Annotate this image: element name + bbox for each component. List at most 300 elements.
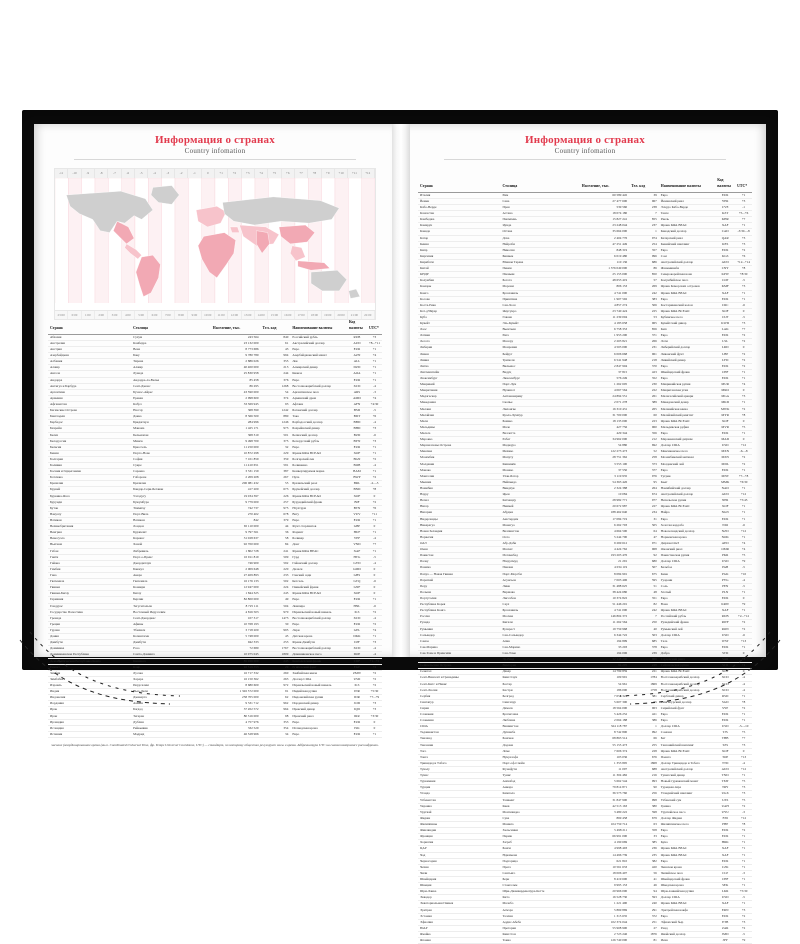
cell-code: BND xyxy=(347,487,367,493)
cell-capital: Копенгаген xyxy=(131,634,211,640)
cell-curr: Евро xyxy=(659,718,715,724)
cell-pop: 6 344 722 xyxy=(580,632,629,638)
cell-code: TZS xyxy=(715,742,735,748)
col-country: Страна xyxy=(48,320,131,334)
cell-code: EUR xyxy=(715,858,735,864)
cell-pop: 324 118 787 xyxy=(580,724,629,730)
cell-capital: Либревиль xyxy=(131,548,211,554)
cell-capital: Габороне xyxy=(131,475,211,481)
cell-country: Науру xyxy=(418,492,500,498)
cell-curr: Израильский новый шекель xyxy=(290,682,347,688)
cell-pop: 188 462 640 xyxy=(580,510,629,516)
cell-code: MWK xyxy=(715,406,735,412)
cell-tel: 253 xyxy=(261,640,291,646)
cell-tel: 352 xyxy=(629,376,659,382)
cell-utc: +3 xyxy=(735,791,752,797)
cell-curr: Евро xyxy=(290,597,347,603)
cell-country: Венесуэла xyxy=(48,536,131,542)
timezone-label: +12 xyxy=(362,169,375,178)
cell-code: XOF xyxy=(347,493,367,499)
cell-pop: 2 209 208 xyxy=(211,475,261,481)
cell-curr: Кенийский шиллинг xyxy=(659,241,715,247)
cell-tel: 679 xyxy=(629,815,659,821)
cell-code: CAD xyxy=(715,229,735,235)
cell-capital: Любляна xyxy=(500,718,579,724)
cell-tel: 960 xyxy=(629,424,659,430)
cell-tel: 976 xyxy=(629,473,659,479)
cell-country: Малайзия xyxy=(418,412,500,418)
cell-utc: -5 xyxy=(735,583,752,589)
cell-country: Камбоджа xyxy=(418,217,500,223)
cell-utc: +9 xyxy=(735,559,752,565)
cell-country: Руанда xyxy=(418,620,500,626)
cell-code: XOF xyxy=(715,418,735,424)
cell-capital: Валлетта xyxy=(500,431,579,437)
cell-country: Намибия xyxy=(418,486,500,492)
cell-pop: 20 672 987 xyxy=(580,504,629,510)
cell-country: Мексика xyxy=(418,449,500,455)
cell-pop: 17 084 719 xyxy=(580,516,629,522)
decorative-arcs xyxy=(0,630,800,710)
cell-tel: 595 xyxy=(629,577,659,583)
cell-pop: 3 553 100 xyxy=(580,461,629,467)
cell-tel: 1473 xyxy=(261,615,291,621)
cell-pop: 8 742 800 xyxy=(580,730,629,736)
cell-tel: 86 xyxy=(629,266,659,272)
cell-country: Непал xyxy=(418,498,500,504)
cell-code: USD xyxy=(715,724,735,730)
page-title-ru-right: Информация о странах xyxy=(525,134,645,146)
cell-capital: Ханой xyxy=(131,542,211,548)
cell-capital: Сува xyxy=(500,815,579,821)
cell-utc: -5...-10 xyxy=(735,724,752,730)
cell-utc: +1 xyxy=(367,469,382,475)
cell-curr: Молдавский лей xyxy=(659,461,715,467)
cell-code: RUB xyxy=(715,614,735,620)
cell-tel: 98 xyxy=(261,713,291,719)
cell-country: Катар xyxy=(418,235,500,241)
cell-code: OMR xyxy=(715,547,735,553)
cell-country: Россия xyxy=(418,614,500,620)
cell-code: HTG xyxy=(347,554,367,560)
cell-utc: +12 xyxy=(735,528,752,534)
cell-country: Доминика xyxy=(48,646,131,652)
cell-curr: Евро xyxy=(659,644,715,650)
cell-utc: 0 xyxy=(367,585,382,591)
cell-pop: 4 664 500 xyxy=(580,528,629,534)
cell-curr: Сейшельская рупия xyxy=(659,663,715,669)
cell-capital: Тбилиси xyxy=(131,628,211,634)
cell-country: Австрия xyxy=(48,346,131,352)
cell-code: RON xyxy=(715,626,735,632)
cell-pop: 6 758 353 xyxy=(580,327,629,333)
cell-pop: 23 132 000 xyxy=(211,340,261,346)
cell-code: JMD xyxy=(715,931,735,937)
cell-country: Филиппины xyxy=(418,822,500,828)
cell-curr: Восточнокарибский доллар xyxy=(659,675,715,681)
cell-utc: +2 xyxy=(735,626,752,632)
cell-country: Сальвадор xyxy=(418,632,500,638)
cell-tel: 64 xyxy=(629,528,659,534)
cell-pop: 1 326 572 000 xyxy=(211,689,261,695)
cell-pop: 79 814 871 xyxy=(580,785,629,791)
cell-tel: 41 xyxy=(629,877,659,883)
cell-code: CNY xyxy=(715,266,735,272)
cell-tel: 52 xyxy=(629,449,659,455)
cell-tel: 680 xyxy=(629,559,659,565)
timezone-label: +9 xyxy=(322,169,335,178)
cell-utc: +13 xyxy=(735,638,752,644)
cell-capital: Банги xyxy=(500,846,579,852)
cell-capital: Сан-Томе xyxy=(500,650,579,656)
cell-pop: 25 830 958 xyxy=(211,371,261,377)
cell-utc: -6 xyxy=(367,603,382,609)
cell-country: Гайана xyxy=(48,560,131,566)
cell-code: NZD xyxy=(715,528,735,534)
cell-pop: 4 857 274 xyxy=(580,302,629,308)
cell-country: Джибути xyxy=(48,640,131,646)
cell-tel: 239 xyxy=(629,650,659,656)
cell-capital: Скопье xyxy=(500,400,579,406)
cell-code: XAF xyxy=(347,548,367,554)
cell-pop: 1 262 605 xyxy=(580,382,629,388)
cell-capital: Джибути xyxy=(131,640,211,646)
cell-pop: 8 084 991 xyxy=(580,571,629,577)
cell-tel: 972 xyxy=(261,682,291,688)
cell-utc: -4 xyxy=(735,760,752,766)
cell-pop: 11 262 564 xyxy=(580,620,629,626)
cell-tel: 688 xyxy=(629,767,659,773)
cell-capital: Порто-Ново xyxy=(131,450,211,456)
cell-capital: Нукуалофа xyxy=(500,754,579,760)
cell-utc: +3 xyxy=(735,235,752,241)
cell-utc: +8:30 xyxy=(735,272,752,278)
cell-code: XOF xyxy=(715,748,735,754)
cell-curr: Франк Джибути xyxy=(290,640,347,646)
cell-country: Украина xyxy=(418,803,500,809)
cell-tel: 385 xyxy=(629,840,659,846)
cell-utc: 0 xyxy=(735,437,752,443)
cell-pop: 15 827 241 xyxy=(580,217,629,223)
cell-country: Туркмения xyxy=(418,779,500,785)
cell-utc: +8 xyxy=(735,822,752,828)
cell-code: CLP xyxy=(715,870,735,876)
cell-pop: 10 561 633 xyxy=(580,864,629,870)
cell-utc: +1 xyxy=(735,467,752,473)
cell-pop: 16 717 332 xyxy=(211,670,261,676)
cell-capital: Амман xyxy=(131,701,211,707)
cell-code: HRK xyxy=(715,840,735,846)
cell-code: PEN xyxy=(715,583,735,589)
cell-code: UZS xyxy=(715,797,735,803)
cell-tel: 223 xyxy=(629,418,659,424)
cell-curr: Франк КФА ВСЕАО xyxy=(659,308,715,314)
cell-capital: Порт-Луи xyxy=(500,382,579,388)
cell-capital: Куала-Лумпур xyxy=(500,412,579,418)
cell-curr: Евро xyxy=(659,363,715,369)
cell-tel: 30 xyxy=(261,621,291,627)
cell-tel: 501 xyxy=(261,432,291,438)
cell-country: Бельгия xyxy=(48,444,131,450)
cell-pop: 11 239 004 xyxy=(580,314,629,320)
cell-utc: -4 xyxy=(367,383,382,389)
cell-capital: Виктория xyxy=(500,663,579,669)
cell-pop: 31 488 625 xyxy=(580,583,629,589)
cell-capital: Вьентьян xyxy=(500,327,579,333)
cell-pop: 38 424 680 xyxy=(580,589,629,595)
cell-pop: 46 528 966 xyxy=(211,731,261,737)
cell-utc: +4 xyxy=(735,663,752,669)
cell-pop: 18 006 407 xyxy=(580,870,629,876)
cell-code: YER xyxy=(715,198,735,204)
cell-country: ЦАР xyxy=(418,846,500,852)
cell-pop: 25 155 000 xyxy=(580,272,629,278)
cell-country: Кот-д'Ивуар xyxy=(418,308,500,314)
cell-tel: 222 xyxy=(629,388,659,394)
cell-tel: 255 xyxy=(629,742,659,748)
cell-code: GBP xyxy=(347,524,367,530)
cell-tel: 855 xyxy=(629,217,659,223)
cell-code: XCD xyxy=(715,687,735,693)
cell-pop: 48 653 419 xyxy=(580,278,629,284)
cell-curr: Франк КФА ВСЕАО xyxy=(659,669,715,675)
cell-country: ОАЭ xyxy=(418,540,500,546)
cell-utc: +8 xyxy=(735,412,752,418)
cell-curr: Бат xyxy=(659,736,715,742)
cell-capital: Морони xyxy=(500,284,579,290)
cell-utc: +3 xyxy=(735,394,752,400)
cell-code: KGS xyxy=(715,253,735,259)
cell-tel: 60 xyxy=(629,412,659,418)
cell-pop: 72 680 xyxy=(211,646,261,652)
cell-tel: 53 xyxy=(629,314,659,320)
cell-country: Ирак xyxy=(48,707,131,713)
cell-pop: 1 907 592 xyxy=(580,296,629,302)
country-table-right xyxy=(418,178,752,944)
cell-country: Боливия xyxy=(48,463,131,469)
cell-tel: 968 xyxy=(629,547,659,553)
cell-curr: Новый туркменский манат xyxy=(659,779,715,785)
table-header-row xyxy=(418,178,752,192)
cell-code: JPY xyxy=(715,938,735,944)
cell-code: EUR xyxy=(715,913,735,919)
cell-curr: Евро xyxy=(659,247,715,253)
cell-capital: Маджуро xyxy=(500,443,579,449)
cell-curr: Иракский динар xyxy=(290,707,347,713)
cell-capital: Подгорица xyxy=(500,858,579,864)
cell-pop: 6 262 703 xyxy=(580,522,629,528)
cell-code: CDF xyxy=(347,658,367,664)
cell-tel: 998 xyxy=(629,797,659,803)
cell-tel: 45 xyxy=(261,634,291,640)
cell-country: Шри-Ланка xyxy=(418,889,500,895)
cell-pop: 2 723 246 xyxy=(580,931,629,937)
cell-capital: Алжир xyxy=(131,365,211,371)
cell-pop: 31 028 637 xyxy=(211,536,261,542)
cell-utc: +1 xyxy=(735,718,752,724)
left-page xyxy=(34,124,396,747)
cell-code: CHF xyxy=(715,369,735,375)
cell-capital: Санто-Доминго xyxy=(131,652,211,658)
cell-curr: Российский рубль xyxy=(290,334,347,340)
cell-country: Аргентина xyxy=(48,389,131,395)
cell-curr: Кина xyxy=(659,571,715,577)
timezone-label: -8 xyxy=(95,169,108,178)
cell-tel: 354 xyxy=(261,725,291,731)
timezone-map xyxy=(54,168,376,320)
cell-code: ERN xyxy=(715,907,735,913)
cell-pop: 11 097 xyxy=(580,767,629,773)
cell-code: SCR xyxy=(715,663,735,669)
cell-curr: Евро xyxy=(659,712,715,718)
cell-tel: 996 xyxy=(629,253,659,259)
cell-tel: 1 xyxy=(629,724,659,730)
cell-pop: 9 780 780 xyxy=(211,353,261,359)
cell-country: Чад xyxy=(418,852,500,858)
cell-pop: 3 531 159 xyxy=(211,469,261,475)
cell-pop: 2 009 648 xyxy=(211,566,261,572)
cell-pop: 92 519 553 xyxy=(211,664,261,670)
cell-country: Ливан xyxy=(418,351,500,357)
cell-capital: Мехико xyxy=(500,449,579,455)
cell-tel: 591 xyxy=(261,463,291,469)
cell-utc: +12 xyxy=(735,443,752,449)
cell-tel: 389 xyxy=(629,400,659,406)
cell-code: TMT xyxy=(715,779,735,785)
cell-utc: +6 xyxy=(367,505,382,511)
cell-capital: Андорра-ла-Велья xyxy=(131,377,211,383)
cell-curr: Израильский новый шекель xyxy=(290,609,347,615)
cell-capital: Исламабад xyxy=(500,553,579,559)
cell-code: VND xyxy=(347,542,367,548)
cell-code: BBD xyxy=(347,420,367,426)
cell-country: Того xyxy=(418,748,500,754)
cell-tel: 380 xyxy=(629,803,659,809)
cell-country: Палау xyxy=(418,559,500,565)
cell-country: Ватикан xyxy=(48,518,131,524)
cell-curr: Евро xyxy=(290,621,347,627)
cell-country: Канада xyxy=(418,229,500,235)
cell-capital: Нью-Дели xyxy=(131,689,211,695)
cell-capital: Шри-Джаяварденепура-Котте xyxy=(500,889,579,895)
cell-code: JOD xyxy=(347,701,367,707)
cell-tel: 221 xyxy=(629,669,659,675)
cell-capital: Гавана xyxy=(500,314,579,320)
cell-code: EUR xyxy=(715,247,735,253)
page-title-en-right: Country infomation xyxy=(554,147,616,155)
cell-country: Камерун xyxy=(418,223,500,229)
cell-utc: 0 xyxy=(735,748,752,754)
cell-curr: Соль xyxy=(659,583,715,589)
cell-tel: 269 xyxy=(629,284,659,290)
cell-pop: 576 249 xyxy=(580,376,629,382)
cell-utc: +2 xyxy=(367,621,382,627)
cell-utc: +1 xyxy=(735,877,752,883)
cell-tel: 49 xyxy=(261,597,291,603)
cell-utc: +1 xyxy=(735,376,752,382)
cell-pop: 427 756 xyxy=(580,424,629,430)
cell-capital: Розо xyxy=(131,646,211,652)
cell-curr: Кувейтский динар xyxy=(659,321,715,327)
cell-curr: Датская крона xyxy=(290,634,347,640)
cell-utc: +12...+14 xyxy=(735,259,752,265)
cell-capital: Кабул xyxy=(131,401,211,407)
cell-country: Новая Зеландия xyxy=(418,528,500,534)
cell-pop: 3 119 935 xyxy=(580,473,629,479)
cell-pop: 5 869 869 xyxy=(580,907,629,913)
cell-utc: -2...-5 xyxy=(367,481,382,487)
cell-tel: 962 xyxy=(261,701,291,707)
cell-tel: 20 xyxy=(261,664,291,670)
cell-capital: Тирана xyxy=(131,359,211,365)
cell-tel: 378 xyxy=(629,644,659,650)
cell-pop: 3 718 200 xyxy=(211,628,261,634)
cell-utc: -3:30...-8 xyxy=(735,229,752,235)
cell-country: США xyxy=(418,724,500,730)
cell-code: AUD xyxy=(347,340,367,346)
cell-utc: +2 xyxy=(735,913,752,919)
cell-pop: 9 995 153 xyxy=(580,883,629,889)
cell-capital: Манама xyxy=(131,426,211,432)
cell-tel: 371 xyxy=(629,333,659,339)
cell-curr: Кубинское песо xyxy=(659,314,715,320)
cell-pop: 33 369 945 xyxy=(211,401,261,407)
cell-utc: +1 xyxy=(367,731,382,737)
cell-utc: +1 xyxy=(735,608,752,614)
cell-pop: 4 503 000 xyxy=(580,345,629,351)
cell-curr: Пакистанская рупия xyxy=(659,553,715,559)
cell-country: Марокко xyxy=(418,437,500,443)
cell-utc: +3 xyxy=(367,701,382,707)
cell-country: Черногория xyxy=(418,858,500,864)
col-currency: Наименование валюты xyxy=(290,320,347,334)
cell-capital: Тегеран xyxy=(131,713,211,719)
cell-capital: Сан-Сальвадор xyxy=(500,632,579,638)
cell-code: KPW xyxy=(715,272,735,278)
cell-country: Конго xyxy=(418,290,500,296)
cell-curr: Дирхам ОАЭ xyxy=(659,540,715,546)
cell-code: AED xyxy=(715,540,735,546)
cell-capital: Пекин xyxy=(500,266,579,272)
cell-code: EUR xyxy=(715,363,735,369)
cell-curr: Евро xyxy=(659,467,715,473)
cell-pop: 32 248 200 xyxy=(580,657,629,663)
cell-tel: 386 xyxy=(629,718,659,724)
cell-utc: +1 xyxy=(367,359,382,365)
cell-utc: -4 xyxy=(367,652,382,658)
cell-capital: Астана xyxy=(500,211,579,217)
cell-country: Албания xyxy=(48,359,131,365)
cell-tel: 84 xyxy=(261,542,291,548)
cell-code: GMD xyxy=(347,566,367,572)
cell-tel: 34 xyxy=(261,731,291,737)
cell-utc: 0 xyxy=(367,524,382,530)
cell-pop: 9 797 561 xyxy=(211,530,261,536)
cell-code: KWD xyxy=(715,321,735,327)
cell-country: Израиль xyxy=(48,682,131,688)
cell-utc: +4 xyxy=(735,382,752,388)
timezone-label: 9:00 xyxy=(188,311,201,319)
cell-utc: -5 xyxy=(735,895,752,901)
cell-tel: 965 xyxy=(629,321,659,327)
cell-utc: +5 xyxy=(735,424,752,430)
cell-tel: 82 xyxy=(629,602,659,608)
cell-pop: 194 006 xyxy=(580,650,629,656)
cell-utc: -6...-8 xyxy=(735,449,752,455)
cell-pop: 85 026 000 xyxy=(211,658,261,664)
cell-tel: 592 xyxy=(261,560,291,566)
cell-code: PAB xyxy=(715,565,735,571)
